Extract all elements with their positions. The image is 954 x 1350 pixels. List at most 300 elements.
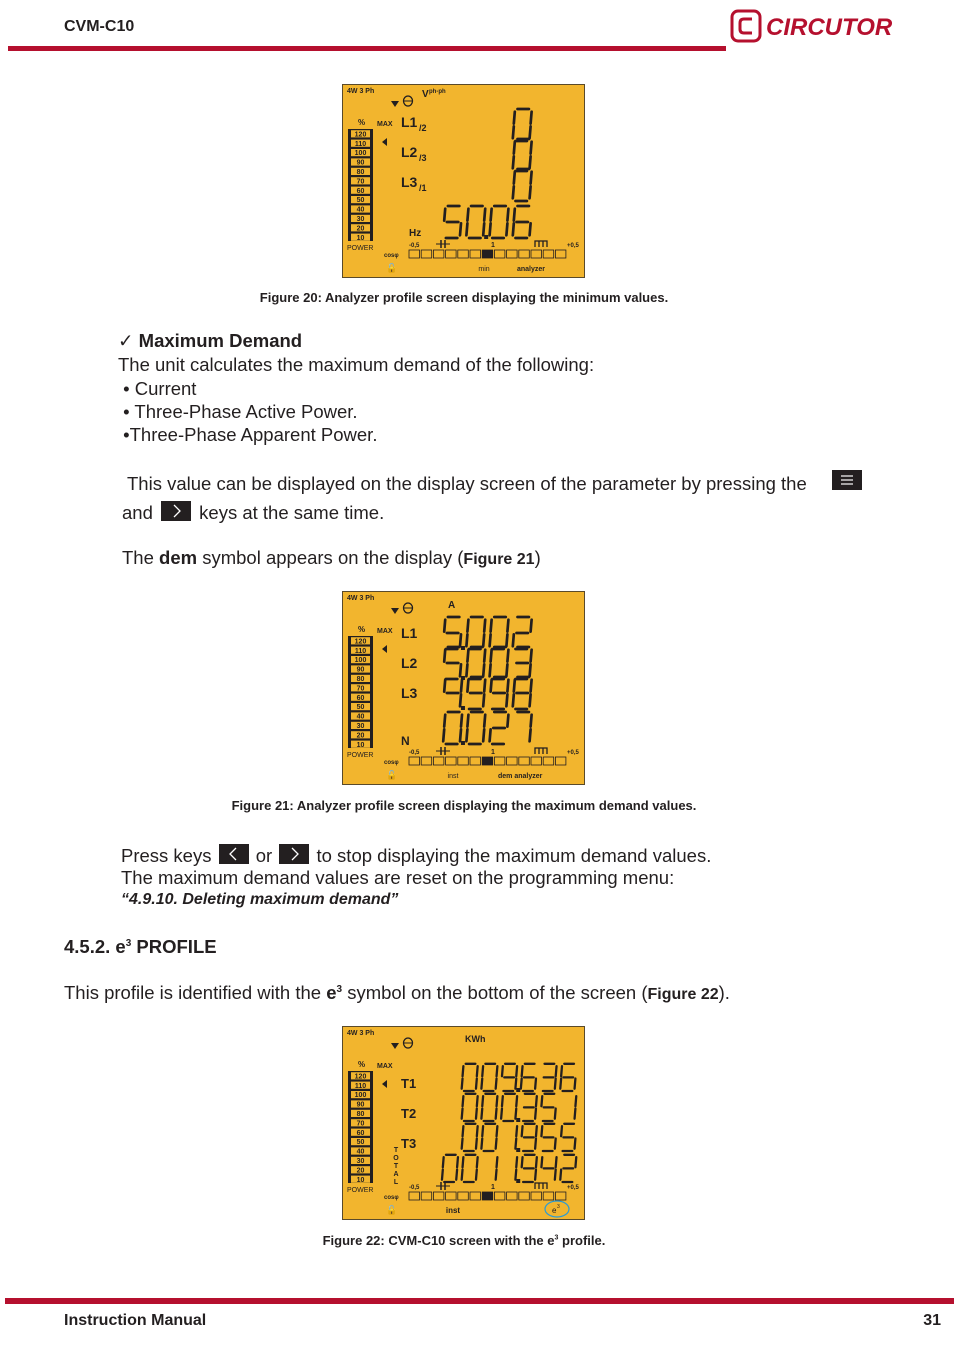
- svg-text:analyzer: analyzer: [517, 266, 546, 273]
- lcd-segment: [497, 1126, 498, 1136]
- chevron-left-key-icon: [219, 844, 249, 864]
- lcd-segment: [507, 620, 508, 632]
- lcd-value-2: [513, 139, 532, 171]
- cos-label: 1: [491, 1184, 495, 1191]
- scale-label: 20: [356, 732, 365, 740]
- svg-text:O: O: [393, 1155, 399, 1162]
- figure-20-caption: Figure 20: Analyzer profile screen displaying the minimum values.: [259, 290, 669, 305]
- lcd-segment: [477, 1066, 478, 1076]
- scale-label: 40: [356, 713, 365, 721]
- lcd-segment: [514, 172, 515, 184]
- arrow-down-icon: [391, 608, 399, 614]
- lcd-segment: [507, 715, 508, 727]
- logo-text: CIRCUTOR: [766, 14, 893, 41]
- lcd-decimal-point: [461, 646, 465, 650]
- lcd-segment: [476, 1079, 477, 1089]
- scale-label: 110: [354, 140, 367, 148]
- display-instruction-2: and keys at the same time.: [122, 502, 385, 523]
- cos-cell: [531, 1192, 542, 1200]
- lcd-segment: [444, 680, 445, 692]
- lcd-segment: [466, 223, 467, 235]
- lcd-segment: [444, 209, 445, 221]
- svg-text:MAX: MAX: [377, 628, 393, 635]
- lcd-segment: [522, 1157, 523, 1167]
- lcd-segment: [530, 186, 531, 198]
- menu-key-icon: [832, 470, 862, 490]
- lcd-segment: [496, 1170, 497, 1180]
- cos-label: cosφ: [384, 1195, 399, 1201]
- arrow-down-icon: [391, 101, 399, 107]
- chevron-right-key-icon: [279, 844, 309, 864]
- lcd-segment: [467, 620, 468, 632]
- display-instruction: This value can be displayed on the display screen of the parameter by pressing the: [127, 473, 807, 494]
- header-title: CVM-C10: [64, 18, 135, 35]
- lcd-segment: [496, 1079, 497, 1089]
- lcd-segment: [560, 1170, 561, 1180]
- marker-arrow-icon: [382, 1080, 387, 1088]
- svg-text:3: 3: [557, 1204, 560, 1210]
- lcd-segment: [514, 680, 515, 692]
- section-heading: 4.5.2. $e^3$ PROFILE: [64, 936, 217, 957]
- lcd-segment: [482, 1096, 483, 1106]
- lcd-label-l3: L3: [401, 174, 418, 190]
- figure-21-ref: Figure 21: [463, 551, 535, 568]
- cos-label: -0,5: [409, 1185, 420, 1191]
- config-label: 4W 3 Ph: [347, 88, 375, 95]
- lcd-segment: [466, 664, 467, 676]
- lcd-label-l2: L2: [401, 144, 418, 160]
- lcd-segment: [514, 142, 515, 154]
- cos-cell: [458, 757, 469, 765]
- lcd-value-1: [513, 109, 532, 141]
- lcd-value-3: [513, 169, 532, 201]
- stop-instruction: Press keys or to stop displaying the maximum demand values.: [121, 845, 712, 866]
- cos-label: -0,5: [409, 243, 420, 249]
- cos-label: cosφ: [384, 253, 399, 259]
- lcd-segment: [443, 1157, 444, 1167]
- lcd-value-4: [443, 712, 531, 745]
- unit-sup: ph-ph: [429, 89, 446, 95]
- cos-cell: [433, 250, 444, 258]
- lcd-segment: [575, 1096, 576, 1106]
- scale-label: 90: [356, 666, 365, 674]
- lcd-segment: [535, 1170, 536, 1180]
- lcd-segment: [506, 223, 507, 235]
- svg-text:MAX: MAX: [377, 1063, 393, 1070]
- scale-label: 100: [354, 1092, 367, 1100]
- cos-cell: [507, 250, 517, 258]
- marker-arrow-icon: [382, 138, 387, 146]
- footer-manual-label: Instruction Manual: [64, 1312, 207, 1329]
- lcd-segment: [530, 664, 531, 676]
- scale-label: 80: [356, 1111, 365, 1118]
- max-demand-intro: The unit calculates the maximum demand of the following:: [118, 354, 595, 375]
- scale-label: 80: [356, 169, 365, 176]
- cos-label: -0,5: [409, 750, 420, 756]
- lcd-segment: [463, 1096, 464, 1106]
- lcd-segment: [490, 223, 491, 235]
- lcd-segment: [506, 694, 507, 706]
- lcd-segment: [530, 223, 531, 235]
- lcd-label-t1: T1: [401, 1076, 417, 1091]
- cos-cell: [446, 250, 457, 258]
- lcd-segment: [467, 650, 468, 662]
- arrow-down-icon: [391, 1043, 399, 1049]
- power-bar-scale: [348, 1071, 373, 1184]
- svg-text:%: %: [358, 625, 366, 634]
- lcd-segment: [467, 680, 468, 692]
- list-item: • Current: [118, 378, 197, 399]
- scale-label: 10: [356, 741, 365, 749]
- lcd-value-4: [444, 206, 530, 239]
- lcd-segment: [460, 223, 461, 235]
- lcd-segment: [482, 1066, 483, 1076]
- lcd-segment: [456, 1170, 457, 1180]
- svg-text:T: T: [393, 1147, 399, 1154]
- cos-cell: [543, 1192, 554, 1200]
- lcd-segment: [530, 126, 531, 138]
- scale-label: 120: [354, 1073, 367, 1081]
- lcd-label-l3: L3: [401, 685, 418, 701]
- cos-cell: [482, 250, 493, 258]
- lcd-segment: [521, 1079, 522, 1089]
- cos-cell: [446, 757, 457, 765]
- lcd-segment: [507, 650, 508, 662]
- lcd-segment: [490, 729, 491, 741]
- svg-text:POWER: POWER: [347, 1187, 374, 1194]
- lcd-segment: [513, 156, 514, 168]
- lcd-segment: [536, 1157, 537, 1167]
- lcd-segment: [443, 729, 444, 741]
- cos-label: 1: [491, 242, 495, 249]
- lcd-segment: [444, 715, 445, 727]
- lcd-decimal-point: [516, 1088, 520, 1092]
- cos-label: +0,5: [567, 750, 579, 756]
- lcd-segment: [463, 1066, 464, 1076]
- lcd-value-4: [442, 1155, 576, 1183]
- lcd-segment: [575, 1109, 576, 1119]
- svg-text:/2: /2: [419, 123, 427, 133]
- lcd-segment: [555, 1170, 556, 1180]
- lcd-segment: [484, 650, 485, 662]
- scale-label: 20: [356, 1167, 365, 1175]
- lcd-segment: [502, 1066, 503, 1076]
- lcd-segment: [555, 1079, 556, 1089]
- lcd-value-2: [462, 1094, 577, 1122]
- scale-label: 70: [356, 685, 365, 693]
- scale-label: 20: [356, 225, 365, 233]
- unit-label: KWh: [465, 1034, 486, 1044]
- lcd-segment: [483, 223, 484, 235]
- lcd-segment: [491, 620, 492, 632]
- cos-cell: [494, 250, 505, 258]
- lcd-segment: [476, 1139, 477, 1149]
- scale-label: 100: [354, 657, 367, 665]
- lcd-decimal-point: [461, 741, 465, 745]
- lcd-segment: [497, 1066, 498, 1076]
- scale-label: 30: [356, 216, 365, 223]
- lcd-segment: [541, 1157, 542, 1167]
- lcd-segment: [496, 1109, 497, 1119]
- lcd-segment: [555, 1139, 556, 1149]
- inductor-icon: [535, 1183, 547, 1189]
- cos-cell: [531, 250, 542, 258]
- lcd-segment: [477, 1157, 478, 1167]
- lcd-label-t3: T3: [401, 1136, 417, 1151]
- svg-text:POWER: POWER: [347, 245, 374, 252]
- inductor-icon: [535, 241, 547, 247]
- cos-cell: [507, 757, 517, 765]
- cos-cell: [507, 1192, 517, 1200]
- lcd-segment: [477, 1096, 478, 1106]
- cos-cell: [433, 1192, 444, 1200]
- page-number: 31: [923, 1312, 941, 1329]
- reset-reference: “4.9.10. Deleting maximum demand”: [121, 891, 399, 908]
- cos-cell: [421, 757, 432, 765]
- scale-label: 10: [356, 1176, 365, 1184]
- list-item: •Three-Phase Apparent Power.: [118, 424, 378, 445]
- lcd-segment: [506, 634, 507, 646]
- figure-21-caption: Figure 21: Analyzer profile screen displaying the maximum demand values.: [231, 798, 697, 813]
- lcd-segment: [491, 650, 492, 662]
- svg-text:T: T: [393, 1163, 399, 1170]
- lcd-segment: [482, 1126, 483, 1136]
- cos-cell: [519, 250, 530, 258]
- cos-label: +0,5: [567, 243, 579, 249]
- lcd-value-1: [462, 1064, 576, 1092]
- cos-cell: [555, 1192, 566, 1200]
- lcd-value-2: [444, 647, 531, 680]
- cos-cell: [519, 1192, 530, 1200]
- svg-text:A: A: [393, 1171, 399, 1178]
- circutor-logo: [730, 8, 910, 44]
- checkmark-icon: ✓: [118, 330, 134, 351]
- lcd-segment: [462, 1170, 463, 1180]
- scale-label: 30: [356, 1158, 365, 1165]
- cos-cell: [519, 757, 530, 765]
- scale-label: 40: [356, 1148, 365, 1156]
- figure-22-caption: Figure 22: CVM-C10 screen with the $e^3$ profile.: [322, 1233, 606, 1248]
- lcd-segment: [444, 620, 445, 632]
- lcd-segment: [531, 142, 532, 154]
- lcd-segment: [463, 1126, 464, 1136]
- lcd-segment: [575, 1139, 576, 1149]
- lcd-segment: [515, 1109, 516, 1119]
- unlock-icon: 🔓: [386, 770, 398, 780]
- cos-cell: [421, 250, 432, 258]
- cos-cell: [531, 757, 542, 765]
- lcd-value-3: [462, 1124, 576, 1152]
- scale-label: 60: [356, 1129, 365, 1137]
- section-body: This profile is identified with the $e^3$ symbol on the bottom of the screen (Figure 22).: [64, 982, 730, 1003]
- cos-cell: [433, 757, 444, 765]
- scale-label: 120: [354, 638, 367, 646]
- lcd-segment: [556, 1066, 557, 1076]
- cos-cell: [494, 757, 505, 765]
- list-item: • Three-Phase Active Power.: [118, 401, 358, 422]
- dem-symbol-text: The dem symbol appears on the display (Figure 21): [122, 547, 541, 568]
- lcd-segment: [483, 664, 484, 676]
- lcd-segment: [555, 1109, 556, 1119]
- lcd-segment: [491, 209, 492, 221]
- lcd-segment: [514, 209, 515, 221]
- lcd-segment: [481, 1139, 482, 1149]
- lcd-segment: [476, 1109, 477, 1119]
- cos-cell: [421, 1192, 432, 1200]
- svg-text:POWER: POWER: [347, 752, 374, 759]
- power-bar-scale: [348, 636, 373, 749]
- lcd-segment: [531, 650, 532, 662]
- lcd-segment: [467, 715, 468, 727]
- scale-label: 90: [356, 1101, 365, 1109]
- lcd-segment: [522, 1066, 523, 1076]
- scale-label: 50: [356, 704, 365, 712]
- lcd-segment: [477, 1126, 478, 1136]
- lcd-segment: [561, 1126, 562, 1136]
- scale-label: 10: [356, 234, 365, 242]
- cos-label: cosφ: [384, 760, 399, 766]
- lcd-segment: [466, 729, 467, 741]
- lcd-segment: [461, 680, 462, 692]
- svg-text:MAX: MAX: [377, 121, 393, 128]
- lcd-segment: [530, 729, 531, 741]
- lcd-decimal-point: [516, 1148, 520, 1152]
- lcd-segment: [513, 223, 514, 235]
- lcd-segment: [536, 1096, 537, 1106]
- lcd-segment: [483, 729, 484, 741]
- scale-label: 50: [356, 197, 365, 205]
- lcd-label-l2: L2: [401, 655, 418, 671]
- svg-text:4W 3 Ph: 4W 3 Ph: [347, 1030, 375, 1037]
- figure-22-ref: Figure 22: [647, 986, 719, 1003]
- cos-cell: [458, 1192, 469, 1200]
- lcd-label-t2: T2: [401, 1106, 417, 1121]
- lcd-segment: [515, 1170, 516, 1180]
- power-bar-scale: [348, 129, 373, 242]
- cos-cell: [446, 1192, 457, 1200]
- svg-text:min: min: [478, 266, 490, 273]
- lcd-segment: [575, 1079, 576, 1089]
- figure-20-display: [342, 84, 585, 278]
- lcd-segment: [556, 1157, 557, 1167]
- reset-instruction: The maximum demand values are reset on the programming menu:: [121, 867, 675, 888]
- lcd-segment: [490, 634, 491, 646]
- lcd-segment: [515, 1079, 516, 1089]
- scale-label: 60: [356, 187, 365, 195]
- hz-label: Hz: [409, 228, 422, 239]
- header-rule: [8, 46, 726, 51]
- lcd-segment: [515, 1139, 516, 1149]
- lcd-segment: [502, 1096, 503, 1106]
- scale-label: 120: [354, 131, 367, 139]
- lcd-segment: [516, 1096, 517, 1106]
- scale-label: 80: [356, 676, 365, 683]
- lcd-segment: [535, 1109, 536, 1119]
- lcd-segment: [575, 1157, 576, 1167]
- lcd-segment: [460, 634, 461, 646]
- lcd-segment: [507, 209, 508, 221]
- figure-22-display: [342, 1026, 585, 1220]
- chevron-right-key-icon: [161, 501, 191, 521]
- lcd-segment: [491, 680, 492, 692]
- scale-label: 70: [356, 178, 365, 186]
- lcd-label-l1: L1: [401, 114, 418, 130]
- unit-label: V: [422, 89, 429, 100]
- lcd-segment: [513, 126, 514, 138]
- figure-21-display: [342, 591, 585, 785]
- lcd-decimal-point: [516, 1118, 520, 1122]
- lcd-segment: [531, 620, 532, 632]
- lcd-segment: [522, 1126, 523, 1136]
- scale-label: 30: [356, 723, 365, 730]
- lcd-decimal-point: [516, 1179, 520, 1183]
- lcd-segment: [484, 209, 485, 221]
- lcd-segment: [535, 1079, 536, 1089]
- lcd-segment: [506, 664, 507, 676]
- lcd-segment: [530, 156, 531, 168]
- footer-rule: [5, 1298, 954, 1304]
- lcd-segment: [484, 715, 485, 727]
- cos-cell: [470, 757, 481, 765]
- lcd-segment: [442, 1170, 443, 1180]
- lcd-segment: [531, 172, 532, 184]
- lcd-segment: [490, 664, 491, 676]
- lcd-segment: [481, 1109, 482, 1119]
- lcd-segment: [497, 1096, 498, 1106]
- lcd-segment: [457, 1157, 458, 1167]
- max-demand-heading: ✓ Maximum Demand: [118, 330, 303, 351]
- lcd-segment: [507, 680, 508, 692]
- lcd-segment: [484, 620, 485, 632]
- svg-text:dem analyzer: dem analyzer: [498, 773, 543, 780]
- total-label: [393, 1147, 399, 1186]
- lcd-decimal-point: [461, 706, 465, 710]
- lcd-segment: [516, 1066, 517, 1076]
- lcd-segment: [444, 650, 445, 662]
- lcd-segment: [496, 1139, 497, 1149]
- lcd-segment: [462, 1109, 463, 1119]
- unlock-icon: 🔓: [386, 263, 398, 273]
- scale-label: 90: [356, 159, 365, 167]
- lcd-segment: [560, 1079, 561, 1089]
- cos-cell: [555, 250, 566, 258]
- cos-cell: [555, 757, 566, 765]
- lcd-segment: [481, 1079, 482, 1089]
- lcd-segment: [531, 680, 532, 692]
- lcd-segment: [513, 634, 514, 646]
- lcd-segment: [531, 112, 532, 124]
- cos-cell: [494, 1192, 505, 1200]
- cos-cell: [470, 250, 481, 258]
- lcd-segment: [531, 715, 532, 727]
- lcd-segment: [536, 1126, 537, 1136]
- lcd-segment: [513, 186, 514, 198]
- cos-label: 1: [491, 749, 495, 756]
- svg-text:L: L: [393, 1179, 399, 1186]
- lcd-segment: [497, 1157, 498, 1167]
- lcd-segment: [466, 634, 467, 646]
- cos-cell: [543, 250, 554, 258]
- lcd-segment: [483, 694, 484, 706]
- scale-label: 60: [356, 694, 365, 702]
- lcd-segment: [541, 1126, 542, 1136]
- svg-text:/3: /3: [419, 153, 427, 163]
- cos-cell: [470, 1192, 481, 1200]
- lcd-value-1: [444, 617, 531, 650]
- cos-cell: [543, 757, 554, 765]
- svg-text:/1: /1: [419, 183, 427, 193]
- cos-cell: [409, 250, 420, 258]
